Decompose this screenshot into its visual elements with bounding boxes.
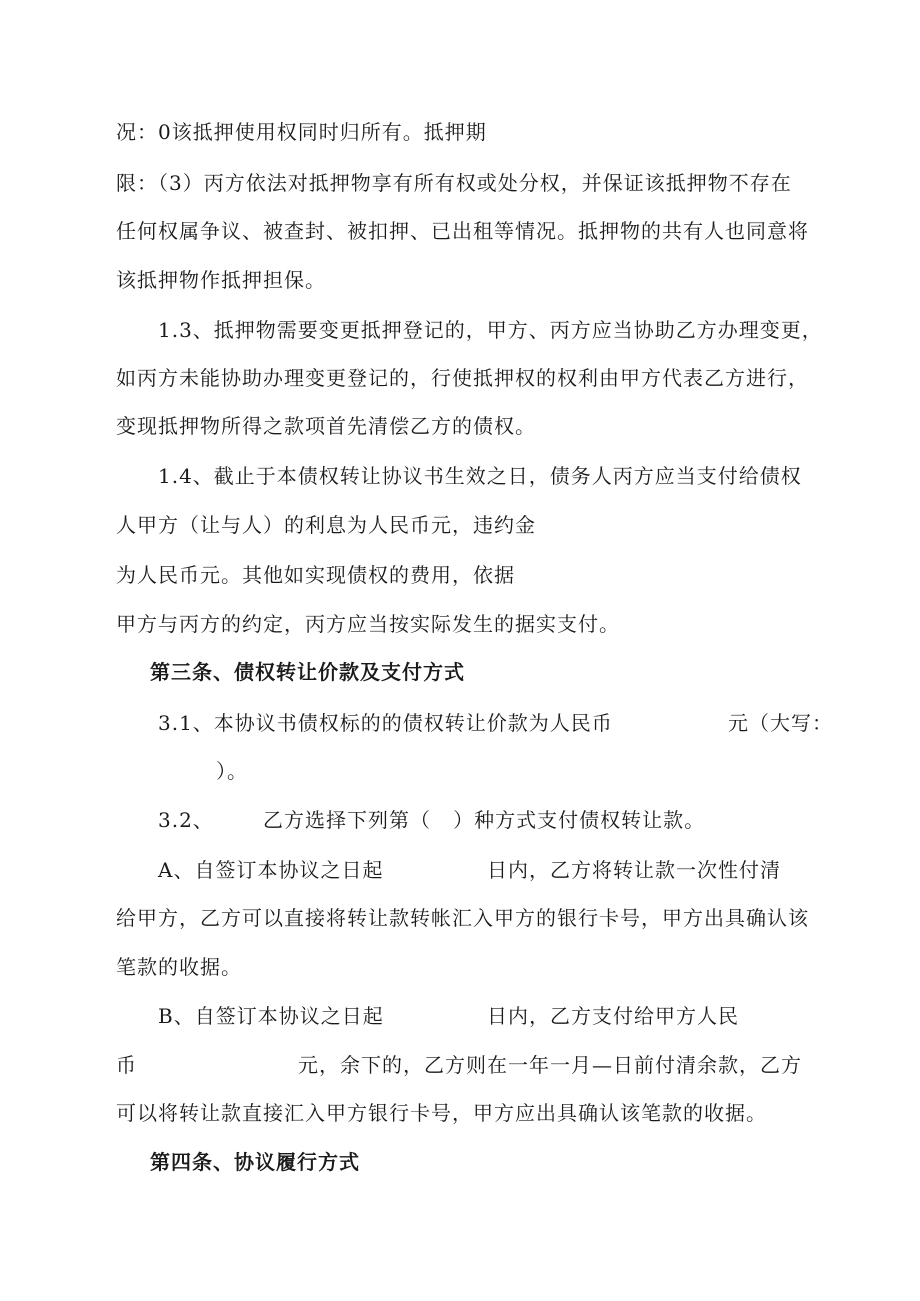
option-a-line-3: 笔款的收据。 — [116, 955, 242, 979]
clause-1-4-line-4: 甲方与丙方的约定，丙方应当按实际发生的据实支付。 — [116, 612, 620, 636]
clause-1-3-line-3: 变现抵押物所得之款项首先清偿乙方的债权。 — [116, 414, 536, 438]
clause-3-1-line-2: ）。 — [216, 759, 248, 783]
clause-1-4-line-2: 人甲方（让与人）的利息为人民币元，违约金 — [116, 513, 536, 537]
option-b-line-2-start: 币 — [116, 1053, 137, 1077]
text-line-3: 任何权属争议、被查封、被扣押、已出租等情况。抵押物的共有人也同意将 — [116, 219, 809, 243]
clause-3-2-text: 乙方选择下列第（ ）种方式支付债权转让款。 — [263, 808, 706, 832]
text-line-2: 限：（3）丙方依法对抵押物享有所有权或处分权，并保证该抵押物不存在 — [116, 171, 792, 195]
option-b-line-2-end: 元，余下的，乙方则在一年一月—日前付清余款，乙方 — [298, 1053, 802, 1077]
clause-3-1-line-1-end: 元（大写： — [728, 711, 833, 735]
option-b-line-3: 可以将转让款直接汇入甲方银行卡号，甲方应出具确认该笔款的收据。 — [116, 1101, 767, 1125]
clause-3-2-label: 3.2、 — [158, 808, 214, 832]
option-a-line-1-end: 日内，乙方将转让款一次性付清 — [487, 858, 781, 882]
clause-1-3-line-2: 如丙方未能协助办理变更登记的，行使抵押权的权利由甲方代表乙方进行， — [116, 366, 809, 390]
text-line-4: 该抵押物作抵押担保。 — [116, 268, 326, 292]
option-a-line-2: 给甲方，乙方可以直接将转让款转帐汇入甲方的银行卡号，甲方出具确认该 — [116, 906, 809, 930]
article-4-heading: 第四条、协议履行方式 — [150, 1150, 360, 1174]
clause-1-4-line-1: 1.4、截止于本债权转让协议书生效之日，债务人丙方应当支付给债权 — [158, 464, 802, 488]
option-b-line-1: B、自签订本协议之日起 — [158, 1004, 384, 1028]
clause-3-1-line-1: 3.1、本协议书债权标的的债权转让价款为人民币 — [158, 711, 613, 735]
clause-1-3-line-1: 1.3、抵押物需要变更抵押登记的，甲方、丙方应当协助乙方办理变更， — [158, 318, 823, 342]
clause-1-4-line-3: 为人民币元。其他如实现债权的费用，依据 — [116, 563, 515, 587]
option-a-line-1: A、自签订本协议之日起 — [158, 858, 384, 882]
text-line-1: 况：0该抵押使用权同时归所有。抵押期 — [116, 120, 487, 144]
option-b-line-1-end: 日内，乙方支付给甲方人民 — [487, 1004, 739, 1028]
article-3-heading: 第三条、债权转让价款及支付方式 — [150, 660, 465, 684]
